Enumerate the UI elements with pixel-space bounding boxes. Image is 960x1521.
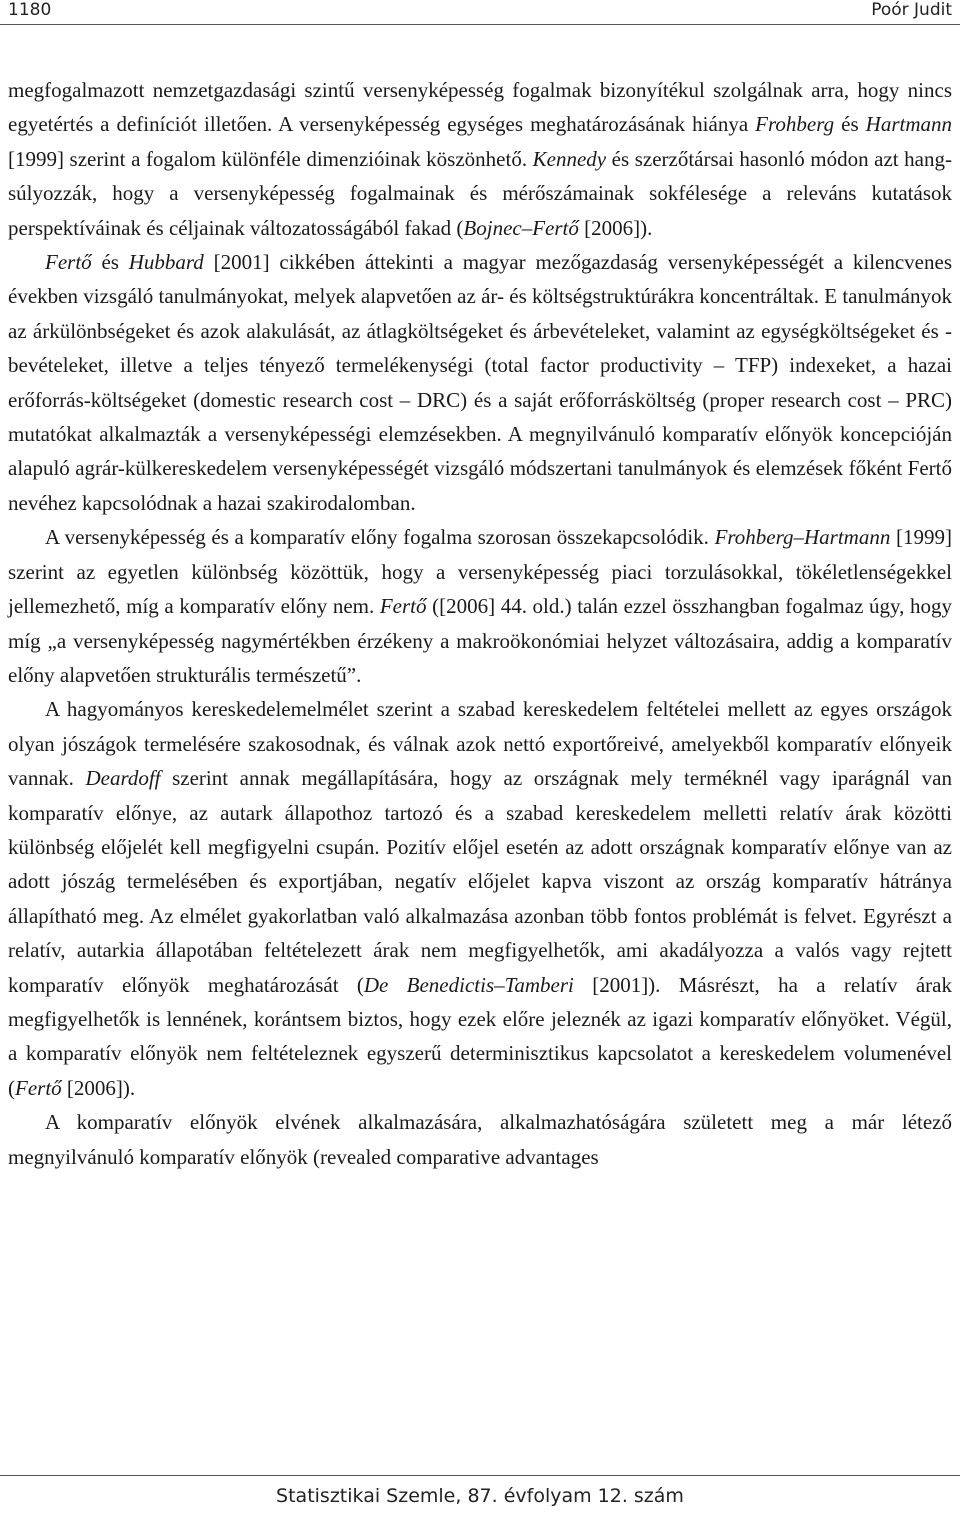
citation-name: Hartmann: [865, 112, 952, 137]
page-header: [0, 0, 960, 22]
paragraph-5: [8, 1105, 952, 1174]
citation-name: Hubbard: [128, 250, 204, 275]
citation-name: Frohberg: [755, 112, 835, 137]
paragraph-1: [8, 73, 952, 245]
header-rule: [0, 24, 960, 25]
citation-name: De Benedictis–Tamberi: [363, 972, 574, 997]
citation-name: Bojnec–Fertő: [463, 215, 579, 240]
text-run: [2001]). Másrészt, ha a relatív árak megfigyelhetők is lennének, korántsem biztos, hogy ezek előre jeleznék az igazi komparatív előnyöket. Végül, a komparatív előnyök nem feltételeznek egyszerű determinisztikus kapcsolatot a kereskedelem volumenével (: [8, 972, 952, 1100]
text-run: [1999] szerint a fogalom különféle dimenzióinak köszönhető.: [8, 146, 533, 171]
text-run: A versenyképesség és a komparatív előny fogalma szorosan összekapcsolódik.: [45, 525, 715, 550]
paragraph-2: [8, 245, 952, 520]
text-run: és szerzőtársai hasonló módon azt hangsúlyozzák, hogy a versenyképesség fogalmainak és mérőszámainak sokfélesége a releváns kutatások perspektíváinak és céljainak változatosságából fakad (: [8, 146, 952, 240]
text-run: [1999] szerint az egyetlen különbség közöttük, hogy a versenyképesség piaci torzulásokkal, tökéletlenségekkel jellemezhető, míg a komparatív előny nem.: [8, 525, 952, 619]
text-run: [2001] cikkében áttekinti a magyar mezőgazdaság versenyképességét a kilencvenes években vizsgáló tanulmányokat, melyek alapvetően az ár- és költségstruktúrákra koncentráltak. E tanulmányok az árkülönbségeket és azok alakulását, az átlagköltségeket és árbevételeket, valamint az egységköltségeket és -bevételeket, illetve a teljes tényező termelékenységi (total factor productivity – TFP) indexeket, a hazai erőforrás-költségeket (domestic research cost – DRC) és a saját erőforrásköltség (proper research cost – PRC) mutatókat alkalmazták a versenyképességi elemzésekben. A megnyilvánuló komparatív előnyök koncepcióján alapuló agrár-külkereskedelem versenyképességét vizsgáló módszertani tanulmányok és elemzések főként Fertő nevéhez kapcsolódnak a hazai szakirodalomban.: [8, 250, 952, 515]
text-run: [2006]).: [61, 1075, 136, 1100]
page-number: 1180: [8, 0, 52, 20]
footer-rule: [0, 1475, 960, 1476]
text-run: szerint annak megállapítására, hogy az országnak mely terméknél vagy iparágnál van komparatív előnye, az autark állapothoz tartozó és a szabad kereskedelem melletti relatív árak közötti különbség előjelét kell megfigyelni csupán. Pozitív előjel esetén az adott országnak komparatív előnye van az adott jószág termelésében és exportjában, negatív előjelet kapva viszont az ország komparatív hátránya állapítható meg. Az elmélet gyakorlatban való alkalmazása azonban több fontos problémát is felvet. Egyrészt a relatív, autarkia állapotában feltételezett árak nem megfigyelhetők, ami akadályozza a valós vagy rejtett komparatív előnyök meghatározását (: [8, 766, 952, 997]
paragraph-4: [8, 692, 952, 1105]
citation-name: Fertő: [15, 1075, 62, 1100]
text-run: megfogalmazott nemzetgazdasági szintű versenyképesség fogalmak bizonyítékul szolgálnak arra, hogy nincs egyetértés a definíciót illetően. A versenyképesség egységes meghatározásának hiánya: [8, 78, 952, 137]
text-run: A hagyományos kereskedelemelmélet szerint a szabad kereskedelem feltételei mellett az egyes országok olyan jószágok termelésére szakosodnak, és válnak azok nettó exportőreivé, amelyekből komparatív előnyeik vannak.: [8, 697, 952, 791]
text-run: és: [91, 250, 129, 275]
citation-name: Frohberg–Hartmann: [714, 525, 891, 550]
text-run: ([2006] 44. old.) talán ezzel összhangban fogalmaz úgy, hogy míg „a versenyképesség nagymértékben érzékeny a makroökonómiai helyzet változásaira, addig a komparatív előny alapvetően strukturális természetű”.: [8, 594, 952, 687]
article-body: [8, 73, 952, 1174]
citation-name: Fertő: [379, 594, 427, 619]
running-author: Poór Judit: [871, 0, 952, 20]
citation-name: Kennedy: [532, 146, 607, 171]
paragraph-3: [8, 520, 952, 692]
citation-name: Fertő: [45, 250, 92, 275]
text-run: és: [834, 112, 866, 137]
text-run: [2006]).: [578, 215, 653, 240]
journal-footer: Statisztikai Szemle, 87. évfolyam 12. szám: [276, 1485, 684, 1507]
text-run: A komparatív előnyök elvének alkalmazására, alkalmazhatóságára született meg a már létező megnyilvánuló komparatív előnyök (revealed comparative advantages: [8, 1110, 952, 1169]
citation-name: Deardoff: [85, 766, 161, 791]
